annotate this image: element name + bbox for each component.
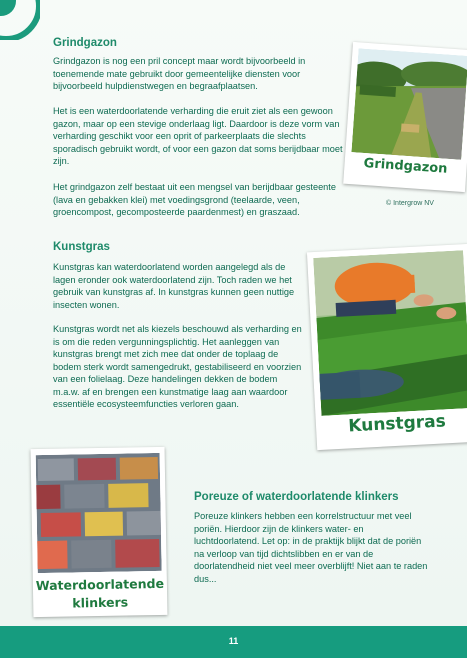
klinkers-photo-frame	[31, 447, 168, 617]
corner-decoration	[0, 0, 40, 40]
klinkers-photo	[36, 453, 162, 573]
klinkers-caption-line-2: klinkers	[72, 594, 129, 611]
kunstgras-photo-frame	[307, 244, 467, 450]
kunstgras-paragraph-2: Kunstgras wordt net als kiezels beschouwd als verharding en is om die reden vergunningsplichtig. Het aanleggen van kunstgras brengt met zich mee dat onder de toplaag de bodem sterk wordt samengedrukt, gestabiliseerd en voorzien van een folielaag. Deze handelingen dekken de bodem m.a.w. af en brengen een kunstmatige laag aan waardoor essentiële ecosysteemfuncties verloren gaan.	[53, 324, 302, 409]
kunstgras-photo-caption: Kunstgras	[347, 411, 447, 437]
section-title-grindgazon: Grindgazon	[53, 37, 117, 49]
klinkers-photo-caption	[33, 575, 168, 613]
page-number: 11	[228, 636, 239, 646]
section-title-klinkers: Poreuze of waterdoorlatende klinkers	[194, 491, 399, 503]
kunstgras-paragraph-1: Kunstgras kan waterdoorlatend worden aangelegd als de lagen eronder ook waterdoorlatend zijn. Toch raden we het gebruik van kunstgras af. In kunstgras kunnen geen nuttige insecten wonen.	[53, 262, 295, 310]
grindgazon-paragraph-1: Grindgazon is nog een pril concept maar wordt bijvoorbeeld in toenemende mate gebruikt door gemeentelijke diensten voor bijvoorbeeld hulpdienstwegen en begraafplaatsen.	[53, 56, 306, 91]
grindgazon-photo-caption: Grindgazon	[363, 155, 448, 177]
grindgazon-paragraph-2: Het is een waterdoorlatende verharding die eruit ziet als een gewoon gazon, maar op een stevige onderlaag ligt. Daardoor is deze vorm van verharding geschikt voor een oprit of parkeerplaats die slechts sporadisch gebruikt wordt, of voor een gazon dat soms berijdbaar moet zijn.	[53, 106, 343, 166]
grindgazon-paragraph-3: Het grindgazon zelf bestaat uit een mengsel van berijdbaar gesteente (lava en gebakken klei) met voedingsgrond (teelaarde, veen, groencompost, gecomposteerde paardenmest) en graszaad.	[53, 182, 336, 217]
klinkers-caption-line-1: Waterdoorlatende	[35, 575, 165, 594]
photo-credit: © Intergrow NV	[386, 200, 434, 207]
section-title-kunstgras: Kunstgras	[53, 241, 110, 253]
klinkers-paragraph-1: Poreuze klinkers hebben een korrelstructuur met veel poriën. Hierdoor zijn de klinkers water- en luchtdoorlatend. Let op: in de praktijk blijkt dat de poriën na verloop van tijd dichtslibben en er van de doorlatendheid niet veel meer overblijft! Niet aan te raden dus...	[194, 511, 428, 584]
grindgazon-photo	[351, 48, 467, 159]
grindgazon-photo-frame	[343, 42, 467, 192]
kunstgras-photo	[313, 250, 467, 416]
